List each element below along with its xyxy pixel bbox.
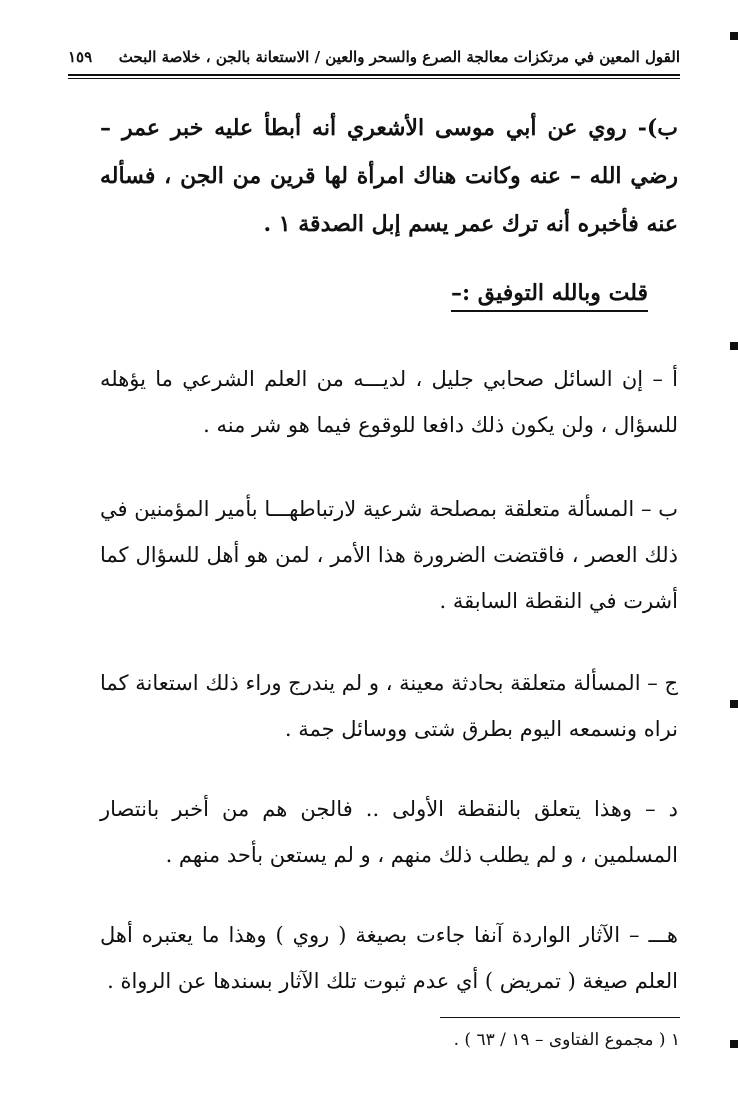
scan-edge-mark (730, 1040, 738, 1048)
scan-edge-mark (730, 342, 738, 350)
point-d-paragraph: د – وهذا يتعلق بالنقطة الأولى .. فالجن هم من أخبر بانتصار المسلمين ، و لم يطلب ذلك منهم ، و لم يستعن بأحد منهم . (100, 797, 678, 867)
page-number: ١٥٩ (68, 48, 93, 66)
header-rule-thin (68, 78, 680, 79)
footnote-rule (440, 1017, 680, 1018)
header-rule (68, 74, 680, 76)
point-e-paragraph: هـــ – الآثار الواردة آنفا جاءت بصيغة ( روي ) وهذا ما يعتبره أهل العلم صيغة ( تمريض ) أي عدم ثبوت تلك الآثار بسندها عن الرواة . (100, 923, 678, 993)
scan-edge-mark (730, 32, 738, 40)
bold-intro-paragraph: ب)- روي عن أبي موسى الأشعري أنه أبطأ عليه خبر عمر – رضي الله – عنه وكانت هناك امرأة لها قرين من الجن ، فسأله عنه فأخبره أنه ترك عمر يسم إبل الصدقة ١ . (100, 115, 678, 237)
point-b-paragraph: ب – المسألة متعلقة بمصلحة شرعية لارتباطهـــا بأمير المؤمنين في ذلك العصر ، فاقتضت الضرورة هذا الأمر ، لمن هو أهل للسؤال كما أشرت في النقطة السابقة . (100, 497, 678, 613)
page-header (68, 40, 680, 74)
footnote: ١ ( مجموع الفتاوى – ١٩ / ٦٣ ) . (453, 1030, 680, 1050)
running-title: القول المعين في مرتكزات معالجة الصرع والسحر والعين / الاستعانة بالجن ، خلاصة البحث (118, 48, 680, 66)
scan-edge-mark (730, 700, 738, 708)
point-c-paragraph: ج – المسألة متعلقة بحادثة معينة ، و لم يندرج وراء ذلك استعانة كما نراه ونسمعه اليوم بطرق شتى ووسائل جمة . (100, 671, 678, 741)
section-heading: قلت وبالله التوفيق :– (451, 280, 648, 312)
point-a-paragraph: أ – إن السائل صحابي جليل ، لديـــه من العلم الشرعي ما يؤهله للسؤال ، ولن يكون ذلك دافعا للوقوع فيما هو شر منه . (100, 367, 678, 437)
